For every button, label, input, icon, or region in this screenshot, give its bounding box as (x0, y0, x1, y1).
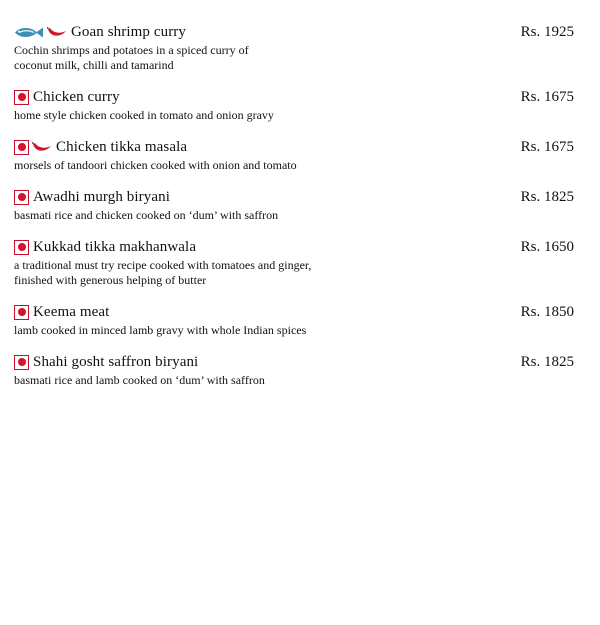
fish-icon (14, 26, 44, 39)
menu-item-description (14, 373, 574, 388)
menu-item-name: Kukkad tikka makhanwala (33, 238, 197, 255)
menu-item-name: Goan shrimp curry (71, 23, 187, 40)
menu-item-name: Awadhi murgh biryani (33, 188, 170, 205)
non-veg-icon (14, 190, 29, 205)
menu-item-icons (14, 305, 29, 320)
menu-list (14, 22, 574, 402)
menu-item-price: Rs. 1825 (520, 189, 574, 205)
menu-item-name: Chicken curry (33, 88, 120, 105)
menu-item (14, 352, 574, 388)
menu-item-price: Rs. 1825 (520, 354, 574, 370)
menu-item-description (14, 208, 574, 223)
menu-item (14, 137, 574, 173)
menu-item-price: Rs. 1675 (520, 139, 574, 155)
non-veg-icon (14, 355, 29, 370)
description-line: morsels of tandoori chicken cooked with onion and tomato (14, 158, 297, 172)
non-veg-icon (14, 240, 29, 255)
menu-item-title-row (14, 237, 574, 257)
menu-item-price: Rs. 1675 (520, 89, 574, 105)
chili-icon (47, 26, 67, 39)
menu-item-description (14, 158, 574, 173)
menu-item-icons (14, 190, 29, 205)
menu-item (14, 302, 574, 338)
menu-item-icons (14, 355, 29, 370)
menu-item-price: Rs. 1925 (520, 24, 574, 40)
menu-item-title-row (14, 187, 574, 207)
description-line: basmati rice and lamb cooked on ‘dum’ with saffron (14, 373, 265, 387)
menu-item-price: Rs. 1650 (520, 239, 574, 255)
menu-item-name: Keema meat (33, 303, 110, 320)
menu-item (14, 187, 574, 223)
description-line: a traditional must try recipe cooked with tomatoes and ginger, (14, 258, 312, 272)
menu-item-description (14, 43, 574, 73)
menu-item-price: Rs. 1850 (520, 304, 574, 320)
menu-item (14, 22, 574, 73)
description-line: home style chicken cooked in tomato and onion gravy (14, 108, 274, 122)
menu-item-title-row (14, 87, 574, 107)
menu-item-name: Shahi gosht saffron biryani (33, 353, 199, 370)
menu-item-name: Chicken tikka masala (56, 138, 188, 155)
menu-item-title-row (14, 22, 574, 42)
menu-item (14, 237, 574, 288)
non-veg-icon (14, 90, 29, 105)
non-veg-icon (14, 305, 29, 320)
chili-icon (32, 141, 52, 154)
menu-item-title-row (14, 302, 574, 322)
menu-item-description (14, 258, 574, 288)
menu-item-icons (14, 240, 29, 255)
description-line: lamb cooked in minced lamb gravy with whole Indian spices (14, 323, 307, 337)
description-line: Cochin shrimps and potatoes in a spiced curry of (14, 43, 249, 57)
menu-item-description (14, 108, 574, 123)
description-line: finished with generous helping of butter (14, 273, 207, 287)
menu-item-title-row (14, 352, 574, 372)
non-veg-icon (14, 140, 29, 155)
description-line: coconut milk, chilli and tamarind (14, 58, 174, 72)
menu-item-icons (14, 140, 52, 155)
menu-item-title-row (14, 137, 574, 157)
description-line: basmati rice and chicken cooked on ‘dum’ with saffron (14, 208, 279, 222)
menu-item-description (14, 323, 574, 338)
menu-item-icons (14, 26, 67, 39)
menu-item (14, 87, 574, 123)
menu-item-icons (14, 90, 29, 105)
